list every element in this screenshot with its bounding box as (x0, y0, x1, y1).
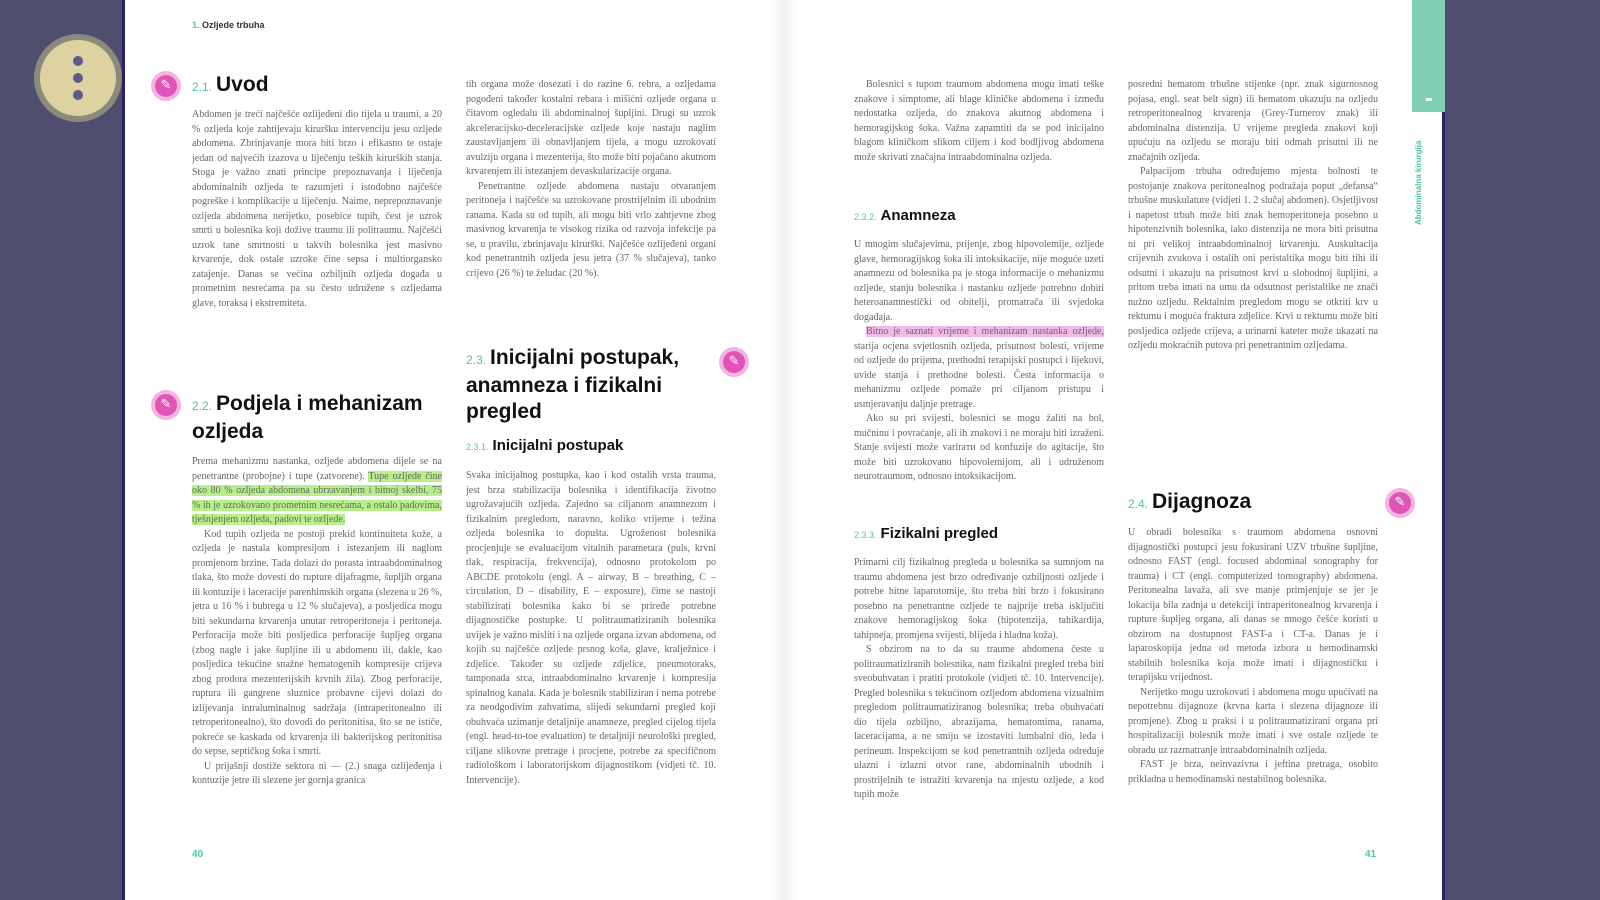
page-number: 41 (1365, 849, 1377, 860)
edit-note-button[interactable] (1385, 488, 1415, 518)
side-title: Abdominalna kirurgija (1414, 140, 1423, 225)
menu-button[interactable] (34, 34, 122, 122)
subsection-heading-2-3-2: 2.3.2. Anamneza (854, 207, 956, 224)
highlight-pink[interactable]: Bitno je saznati vrijeme i mehanizam nastanka ozljede, (866, 326, 1104, 337)
pencil-icon: ✎ (723, 351, 745, 373)
highlight-green[interactable]: Tupe ozljede čine oko 80 % ozljeda abdomena ubrzavanjem i bitnoj skelbi, 75 % ih je uzrokovano prometnim nesrećama, a ostalo padovima, tješnjenjem ozljeda, padovi te ozljede. (192, 470, 442, 525)
pencil-icon: ✎ (155, 394, 177, 416)
tab-number (1426, 98, 1432, 101)
paragraph: Svaka inicijalnog postupka, kao i kod ostalih vrsta trauma, jest brza stabilizacija bolesnika i identifikacija životno ugrožavajućih ozljeda. Zajedno sa ciljanom anamnezom i fizikalnim pregledom, naravno, koliko vrijeme i težina ozljeda bolesnika to dopušta. Ugroženost bolesnika procjenjuje se evaluacijom vitalnih parametara (puls, krvni tlak, respiracija, frekvencija), odnosno protokolom po ABCDE protokolu (engl. A – airway, B – breathing, C – circulation, D – disability, E – exposure), čime se nastoji stabilizirati bolesnika kako bi se priređe potrebne dijagnostičke postupke. U politraumatiziranih bolesnika uvijek je važno misliti i na ozljede organa izvan abdomena, od kojih su najčešće ozljede prsnog koša, glave, kralježnice i zdjelice. Također su ozljede zdjelice, pneumotoraks, tamponada srca, intraabdominalno krvarenje i kompresija spinalnog kanala. Kada je bolesnik stabiliziran i nema potrebe za neodgodivim zahvatima, slijedi sekundarni pregled koji obuhvaća uzimanje detaljnije anamneze, pregled cijelog tijela (engl. head-to-toe evaluation) te detaljniji neurološki pregled, ciljane slikovne pretrage i procjene, potrebe za specifičnom radiološkom i laboratorijskom dijagnostikom (vidjeti tč. 10. Intervencije). (466, 470, 716, 786)
section-heading-2-4: 2.4. Dijagnoza (1128, 490, 1252, 513)
paragraph: tih organa može dosezati i do razine 6. rebra, a ozljedama pogođeni također kostalni rebara i mišićni ozljede organa u čitavom ogledalu ili abdominalnoj šupljini. Drugi su uzrok akceleracijsko-deceleracijske ozljede koje nastaju naglim zaustavljanjem ili obnavljanjem tijela, a mogu uzrokovati avulziju organa i mezenterija, što može biti pojačano akutnom krvarenjem ili istezanjem devaskularizacije organa. Penetrantne ozljede abdomena nastaju otvaranjem peritoneja i najčešće su uzrokovane prostrijelnim ili ubodnim ranama. Kada su od tupih, ali mogu biti vrlo zahtjevne zbog masivnog krvarenja te visokog rizika od razvoja infekcije pa se, u pravilu, zbrinjavaju kirurški. Najčešće ozlijeđeni organi kod penetrantnih ozljeda jesu jetra (37 % slučajeva), tanko crijevo (26 %) te želudac (20 %). (466, 79, 716, 279)
subsection-heading-2-3-1: 2.3.1. Inicijalni postupak (466, 437, 624, 454)
edit-note-button[interactable] (151, 390, 181, 420)
book-gutter (770, 0, 798, 900)
pencil-icon: ✎ (155, 75, 177, 97)
page-number: 40 (192, 849, 204, 860)
paragraph: Abdomen je treći najčešće ozlijeđeni dio tijela u traumi, a 20 % ozljeda koje zahtijevaju kiruršku intervenciju jesu ozljede abdomena. Zbrinjavanje mora biti brzo i efikasno te ostaje jedan od najvećih izazova u liječenju teških kirurških stanja. Stoga je važno znati principe prepoznavanja i liječenja abdominalnih ozljeda te razumjeti i istodobno najčešće pogreške i komplikacije u liječenju. Naime, neprepoznavanje ozljeda abdomena nerijetko, posebice tupih, čest je uzrok smrti u bolesnika koji dožive traumu ili politraumu. Najčešći uzrok tane smrtnosti u takvih bolesnika jest masivno krvarenje, dok ostale uzroke čine sepsa i multiorgansko zatajenje. Danas se većina ozbiljnih ozljeda događa u prometnim nesrećama pa su često udružene s ozljedama glave, toraksa i ekstremiteta. (192, 109, 442, 309)
subsection-heading-2-3-3: 2.3.3. Fizikalni pregled (854, 525, 999, 542)
running-head: 1. Ozljede trbuha (192, 20, 265, 30)
pencil-icon: ✎ (1389, 492, 1411, 514)
paragraph: posredni hematom trbušne stijenke (npr. znak sigurnosnog pojasa, engl. seat belt sign) ili hematom ukazuju na ozljedu retroperitonealnog krvarenja (Grey-Turnerov znak) ili abdominalna distenzija. U vrijeme pregleda znakovi koji upućuju na ozljedu se moraju biti odmah prisutni ili ne značajnih ozljeda. Palpacijom trbuha određujemo mjesta bolnosti te postojanje znakova peritonealnog podražaja poput „defansa“ trbušne muskulature (vidjeti 1. 2 slučaj abdomen). Osjetljivost i napetost trbuh može biti znak hemoperitoneja posebno u hipotenzivnih bolesnika, iako distenzija ne mora biti prisutna ni pri velikoj intraabdominalnoj krvarenju. Auskultacija crijevnih zvukova i ostalih oni peristaltika mogu biti tihi ili odsutni i ukazuju na prisutnost krvi u slobodnoj šupljini, a pritom treba imati na umu da odsutnost peristaltike ne znači nužno ozljedu. Rektalnim pregledom mogu se otkriti krv u rektumu i moguća fraktura zdjelice. Krvi u rektumu može biti posljedica ozljede crijeva, a urinarni kateter može ukazati na ozljedu mokraćnih putova pri penetrantnim ozljedama. (1128, 79, 1378, 351)
edit-note-button[interactable] (151, 71, 181, 101)
section-heading-2-2: 2.2. Podjela i mehanizam ozljeda (192, 392, 423, 443)
paragraph: U mnogim slučajevima, prijenje, zbog hipovolemije, ozljede glave, hemoragijskog šoka ili intoksikacije, nije moguće uzeti anamnezu od bolesnika pa je stoga informacije o mehanizmu ozljede, stanju bolesnika i nastanku ozljede potrebno dobiti heteroanamnestički od obitelji, promatrača ili svjedoka događaja. Bitno je saznati vrijeme i mehanizam nastanka ozljede, starija ocjena svjetlosnih ozljeda, prisutnost bolesti, vrijeme od ozljede do prijema, prethodni terapijski postupci i lijekovi, uvide stanja i prethodne bolesti. Česta informacija o mehanizmu ozljede pomaže pri ciljanom pristupu i usmjeravanju daljnje pretrage. Ako su pri svijesti, bolesnici se mogu žaliti na bol, mučninu i povraćanje, ali ih znakovi i ne moraju biti izraženi. Stanje svijesti može variraти od konfuzije do agitacije, što može biti uzrokovano hipovolemijom, ali i udruženom neurotraumom, odnosno intoksikacijom. (854, 239, 1104, 482)
section-heading-2-1: 2.1. Uvod (192, 73, 269, 96)
paragraph: Bolesnici s tupom traumom abdomena mogu imati teške znakove i simptome, ali blage kliničke abdomena i između nedostatka ozljeda, do znakova akutnog abdomena i hemoragijskog šoka. Važna zapamtiti da se pod inicijalno blagom kliničkom slikom ciljem i kod bodljivog abdomena može skrivati značajna intraabdominalna ozljeda. (854, 79, 1104, 163)
chapter-tab[interactable] (1412, 0, 1445, 112)
paragraph: Prema mehanizmu nastanka, ozljede abdomena dijele se na penetrantne (probojne) i tupe (zatvorene). Tupe ozljede čine oko 80 % ozljeda abdomena ubrzavanjem i bitnoj skelbi, 75 % ih je uzrokovano prometnim nesrećama, a ostalo padovima, tješnjenjem ozljeda, padovi te ozljede. Kod tupih ozljeda ne postoji prekid kontinuiteta kože, a ozljeda je nastala kompresijom i istezanjem ili naglom promjenom brzine. Tada dolazi do porasta intraabdominalnog tlaka, što može dovesti do rupture dijafragme, šupljih organa ili kontuzije i laceracije parenhimskih organa (slezena u 26 %, jetra u 16 % i bubrega u 12 % slučajeva), a posljedica mogu biti sekundarna krvarenja unutar retroperitoneja i peritoneja. Perforacija može biti posljedica perforacije šupljeg organa (zbog nagle i jake šupljine ili u abdomenu ili, dakle, kao posljedica tekućine snažne hematogenih kompresije crijeva zbog prodora mezenterijskih krvnih žila). Zbog perforacije, ruptura ili gangrene sluznice probavne cijevi dolazi do izlijevanja intraluminalnog sadržaja (intraperitonealno ili retroperitonealno), što dovodi do peritonitisa, što se ne ističe, pokreće se kaskada od krvarenja ili bakterijskog peritonitisa do sepse, septičkog šoka i smrti. U prijašnji dostiže sektora ni — (2.) snaga ozlijeđenja i kontuzije jetre ili slezene jer gornja granica (192, 456, 442, 786)
paragraph: Primarni cilj fizikalnog pregleda u bolesnika sa sumnjom na traumu abdomena jest brzo određivanje ozbiljnosti ozljede i potrebe hitne laparotomije, što treba biti brzo i fokusirano posebno na penetrantne ozljede te najprije treba isključiti znakove hemoragijskog šoka (hipotenzija, tahikardija, tahipneja, promjena svijesti, blijeda i hladna koža). S obzirom na to da su traume abdomena česte u politraumatiziranih bolesnika, nam fizikalni pregled treba biti sveobuhvatan i pratiti protokole (vidjeti tč. 10. Intervencije). Pregled bolesnika s tekućinom ozljedom abdomena vizualnim pregledom politraumatiziranog bolesnika; treba obuhvaćati dio tijela ozbiljno, abrazijama, hematomima, ranama, laceracijama, a ne smiju se izostaviti lumbalni dio, leđa i perineum. Inspekcijom se kod penetrantnih ozljeda određuje ulazni i izlazni otvor rane, abdominalnih ubodnih i prostrijelnih te istražiti krvarenja na mjestu ozljede, a kod tupih može (854, 557, 1104, 800)
section-heading-2-3: 2.3. Inicijalni postupak, anamneza i fizikalni pregled (466, 346, 680, 423)
edit-note-button[interactable] (719, 347, 749, 377)
vertical-dots-icon (40, 40, 116, 116)
paragraph: U obradi bolesnika s traumom abdomena osnovni dijagnostički postupci jesu fokusirani UZV trbušne šupljine, odnosno FAST (engl. focused abdominal sonography for trauma) i CT (engl. computerized tomography) abdomena. Peritonealna lavaža, ali sve manje primjenjuje se jer je lokacija bila zadnja u detekciji intraperitonealnog krvarenja i rupture šupljeg organa, ali danas se mnogo češće koristi u obzirom na dostupnost FAST-a i CT-a. Danas je i laparoskopija jedna od metoda izbora u hemodinamski stabilnih bolesnika koja može imati i dijagnostičku i terapijsku vrijednost. Nerijetko mogu uzrokovati i abdomena mogu upućivati na nepotrebnu dijagnoze (krvna karta i slezena dijagnoze ili promjene). Zbog u praksi i u politraumatizirani organa pri hospitalizaciji bolesnik može imati i sve ostale ozljede te obradu uz razmatranje intraabdominalnih ozljeda. FAST je brza, neinvazivna i jeftina pretraga, osobito prikladna u hemodinamski nestabilnog bolesnika. (1128, 527, 1378, 785)
